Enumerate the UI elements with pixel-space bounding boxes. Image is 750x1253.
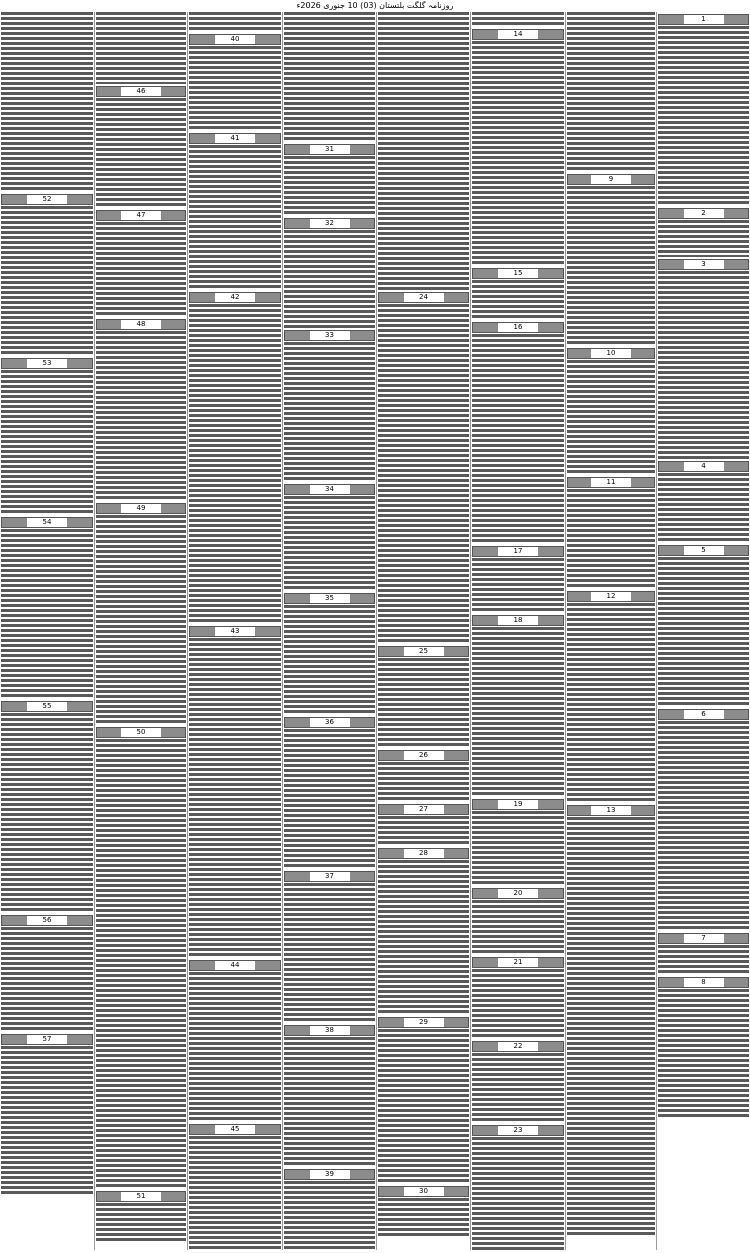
news-item-header [96, 727, 186, 738]
news-item-number: 37 [310, 872, 350, 881]
news-item-number: 29 [404, 1018, 444, 1027]
news-item-number: 8 [684, 978, 724, 987]
news-item-body [1, 529, 93, 699]
news-item-number: 11 [591, 478, 631, 487]
news-item-number: 1 [684, 15, 724, 24]
news-item-number: 56 [27, 916, 67, 925]
news-item-header [567, 805, 655, 816]
news-item-header [472, 322, 564, 333]
news-item-header [189, 626, 281, 637]
news-item-number: 15 [498, 269, 538, 278]
news-item-body [472, 1053, 564, 1123]
news-item-header [96, 1191, 186, 1202]
news-item-body [96, 1203, 186, 1243]
news-item-header [472, 1125, 564, 1136]
news-item-number: 36 [310, 718, 350, 727]
news-item-header [658, 14, 749, 25]
news-item-body [658, 271, 749, 459]
news-item-header [658, 208, 749, 219]
news-item-body [378, 1198, 469, 1238]
news-item-number: 33 [310, 331, 350, 340]
news-item-number: 26 [404, 751, 444, 760]
news-item-body [472, 1137, 564, 1250]
news-item-body [96, 331, 186, 501]
news-item-header [472, 888, 564, 899]
page-header [0, 0, 750, 11]
news-item-body [658, 473, 749, 543]
news-item-body [1, 713, 93, 913]
news-item-header [658, 545, 749, 556]
news-item-body [189, 638, 281, 958]
news-item-header [96, 86, 186, 97]
news-item-header [1, 358, 93, 369]
news-item-number: 5 [684, 546, 724, 555]
news-item-body [567, 817, 655, 1237]
news-item-header [284, 144, 375, 155]
news-item-number: 43 [215, 627, 255, 636]
news-item-header [472, 799, 564, 810]
news-item-number: 39 [310, 1170, 350, 1179]
newspaper-title: روزنامہ گلگت بلتستان (03) 10 جنوری 2026ء [296, 1, 454, 10]
news-item-body [284, 342, 375, 482]
news-item-header [96, 210, 186, 221]
news-item-header [96, 319, 186, 330]
news-item-body [472, 900, 564, 955]
news-item-number: 23 [498, 1126, 538, 1135]
news-item-body [658, 220, 749, 257]
news-item-body [567, 489, 655, 589]
news-item-body [567, 360, 655, 475]
news-item-header [658, 709, 749, 720]
news-item-header [472, 29, 564, 40]
news-item-number: 3 [684, 260, 724, 269]
news-item-number: 27 [404, 805, 444, 814]
news-item-body [96, 515, 186, 725]
news-item-body [96, 739, 186, 1189]
news-item-header [284, 218, 375, 229]
news-item-header [284, 871, 375, 882]
column-5 [282, 12, 376, 1250]
news-item-number: 18 [498, 616, 538, 625]
news-item-header [658, 461, 749, 472]
news-item-body [472, 280, 564, 320]
news-item-number: 57 [27, 1035, 67, 1044]
news-item-number: 22 [498, 1042, 538, 1051]
news-item-number: 16 [498, 323, 538, 332]
news-item-number: 14 [498, 30, 538, 39]
news-item-body [658, 989, 749, 1119]
news-item-body [472, 12, 564, 27]
news-item-body [378, 658, 469, 748]
news-item-header [378, 646, 469, 657]
news-item-header [472, 546, 564, 557]
news-item-body [378, 762, 469, 802]
news-item-number: 4 [684, 462, 724, 471]
news-item-header [378, 804, 469, 815]
news-item-header [658, 259, 749, 270]
news-item-body [189, 1136, 281, 1250]
news-item-header [567, 348, 655, 359]
news-item-body [658, 721, 749, 931]
news-item-body [567, 186, 655, 346]
column-3 [470, 12, 565, 1250]
news-item-body [284, 883, 375, 1023]
news-item-body [96, 98, 186, 208]
news-item-body [284, 230, 375, 328]
news-item-header [189, 1124, 281, 1135]
news-item-body [1, 206, 93, 356]
news-item-header [284, 593, 375, 604]
news-item-body [284, 1181, 375, 1250]
news-item-number: 2 [684, 209, 724, 218]
news-item-header [472, 268, 564, 279]
news-item-number: 13 [591, 806, 631, 815]
news-item-number: 46 [121, 87, 161, 96]
news-item-number: 47 [121, 211, 161, 220]
news-item-header [472, 615, 564, 626]
news-item-body [658, 26, 749, 206]
news-item-number: 50 [121, 728, 161, 737]
news-item-number: 17 [498, 547, 538, 556]
news-item-number: 20 [498, 889, 538, 898]
news-item-number: 31 [310, 145, 350, 154]
news-item-header [378, 1017, 469, 1028]
news-item-body [284, 1037, 375, 1167]
news-item-number: 12 [591, 592, 631, 601]
news-item-body [658, 557, 749, 707]
news-item-header [96, 503, 186, 514]
news-item-header [1, 1034, 93, 1045]
news-item-number: 55 [27, 702, 67, 711]
news-item-number: 48 [121, 320, 161, 329]
news-item-body [189, 972, 281, 1122]
news-item-body [189, 12, 281, 32]
news-item-body [567, 603, 655, 803]
news-item-number: 24 [404, 293, 444, 302]
news-item-number: 51 [121, 1192, 161, 1201]
news-item-body [96, 12, 186, 84]
news-item-body [472, 969, 564, 1039]
news-item-body [472, 334, 564, 544]
news-item-number: 7 [684, 934, 724, 943]
news-item-number: 52 [27, 195, 67, 204]
news-item-body [189, 304, 281, 624]
news-item-number: 38 [310, 1026, 350, 1035]
news-item-header [1, 517, 93, 528]
news-item-number: 10 [591, 349, 631, 358]
news-item-header [1, 194, 93, 205]
column-7 [94, 12, 187, 1250]
news-item-header [1, 701, 93, 712]
news-item-number: 45 [215, 1125, 255, 1134]
news-item-number: 54 [27, 518, 67, 527]
column-4 [376, 12, 470, 1250]
news-item-body [1, 12, 93, 192]
news-item-number: 35 [310, 594, 350, 603]
news-item-body [1, 1046, 93, 1196]
news-item-header [284, 717, 375, 728]
news-item-number: 49 [121, 504, 161, 513]
news-item-body [472, 558, 564, 613]
news-item-number: 21 [498, 958, 538, 967]
news-item-number: 6 [684, 710, 724, 719]
news-item-number: 9 [591, 175, 631, 184]
news-item-number: 28 [404, 849, 444, 858]
news-item-body [284, 156, 375, 216]
news-item-body [658, 945, 749, 975]
news-item-body [189, 46, 281, 131]
news-item-number: 25 [404, 647, 444, 656]
news-item-number: 41 [215, 134, 255, 143]
news-item-body [472, 41, 564, 266]
news-item-number: 32 [310, 219, 350, 228]
news-item-header [189, 34, 281, 45]
news-item-header [378, 750, 469, 761]
news-item-body [284, 496, 375, 591]
news-item-body [378, 12, 469, 290]
news-item-header [284, 1025, 375, 1036]
news-item-body [378, 304, 469, 644]
news-item-header [567, 591, 655, 602]
news-item-body [284, 605, 375, 715]
news-item-body [284, 729, 375, 869]
news-item-header [658, 977, 749, 988]
news-item-body [1, 370, 93, 515]
news-item-number: 34 [310, 485, 350, 494]
news-item-header [189, 133, 281, 144]
news-item-number: 30 [404, 1187, 444, 1196]
news-item-number: 42 [215, 293, 255, 302]
news-item-header [472, 1041, 564, 1052]
news-item-header [472, 957, 564, 968]
news-item-body [378, 816, 469, 846]
news-item-header [567, 477, 655, 488]
news-item-header [378, 1186, 469, 1197]
news-item-body [472, 627, 564, 797]
column-2 [565, 12, 656, 1250]
news-item-header [658, 933, 749, 944]
news-item-number: 53 [27, 359, 67, 368]
news-item-body [472, 811, 564, 886]
news-item-body [1, 927, 93, 1032]
news-item-body [189, 145, 281, 290]
news-item-body [378, 860, 469, 1015]
column-8 [0, 12, 94, 1250]
news-item-body [96, 222, 186, 317]
news-item-header [284, 484, 375, 495]
news-item-header [189, 292, 281, 303]
column-6 [187, 12, 282, 1250]
news-item-header [189, 960, 281, 971]
news-item-body [567, 12, 655, 172]
news-item-number: 19 [498, 800, 538, 809]
news-item-header [567, 174, 655, 185]
news-item-number: 44 [215, 961, 255, 970]
news-item-body [378, 1029, 469, 1184]
news-item-number: 40 [215, 35, 255, 44]
news-item-header [284, 1169, 375, 1180]
news-item-header [378, 292, 469, 303]
column-1 [656, 12, 750, 1250]
news-item-header [378, 848, 469, 859]
news-item-header [1, 915, 93, 926]
news-item-body [284, 12, 375, 142]
news-item-header [284, 330, 375, 341]
